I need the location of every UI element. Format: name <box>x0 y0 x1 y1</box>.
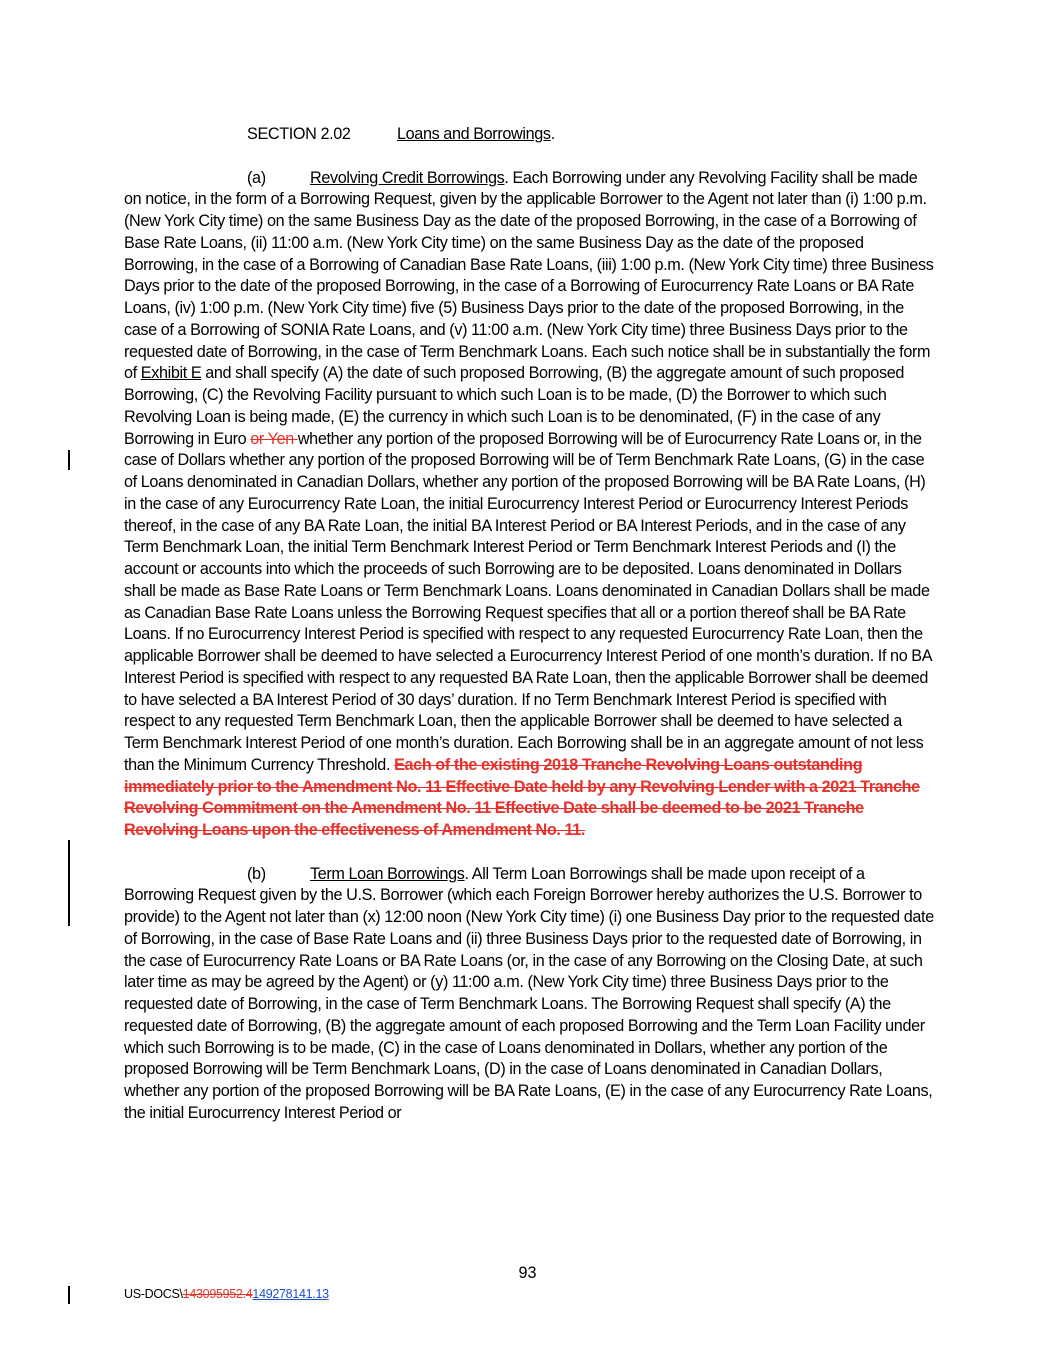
paragraph-a-text-2: and shall specify (A) the date of such proposed Borrowing, (B) the aggregate amount of such proposed Borrowing, (C) the Revolving Facility pursuant to which such Loan is to be made, (D) the Borrower to which such Revolving Loan is being made, (E) the currency in which such Loan is to be denominated, (F) in the case of any Borrowing in Euro <box>124 364 904 448</box>
deleted-text: Each of the existing 2018 Tranche Revolving Loans outstanding immediately prior to the Amendment No. 11 Effective Date held by any Revolving Lender with a 2021 Tranche Revolving Commitment on the Amendment No. 11 Effective Date shall be deemed to be 2021 Tranche Revolving Loans upon the effectiveness of Amendment No. 11. <box>124 755 920 839</box>
paragraph-b-label: (b) <box>247 864 266 883</box>
section-number: SECTION 2.02 <box>247 125 351 143</box>
exhibit-reference: Exhibit E <box>140 364 202 383</box>
document-id <box>124 1287 329 1301</box>
section-title-suffix: . <box>550 125 555 143</box>
paragraph-b <box>124 864 936 1125</box>
paragraph-a-label: (a) <box>247 168 266 187</box>
paragraph-a-heading: Revolving Credit Borrowings <box>310 168 505 187</box>
paragraph-a-text-1: . Each Borrowing under any Revolving Facility shall be made on notice, in the form of a Borrowing Request, given by the applicable Borrower to the Agent not later than (i) 1:00 p.m. (New York City time) on the same Business Day as the date of the proposed Borrowing, in the case of a Borrowing of Base Rate Loans, (ii) 11:00 a.m. (New York City time) on the same Business Day as the date of the proposed Borrowing, in the case of a Borrowing of Canadian Base Rate Loans, (iii) 1:00 p.m. (New York City time) three Business Days prior to the date of the proposed Borrowing, in the case of a Borrowing of Eurocurrency Rate Loans or BA Rate Loans, (iv) 1:00 p.m. (New York City time) five (5) Business Days prior to the date of the proposed Borrowing, in the case of a Borrowing of SONIA Rate Loans, and (v) 11:00 a.m. (New York City time) three Business Days prior to the requested date of Borrowing, in the case of Term Benchmark Loans. Each such notice shall be in substantially the form of <box>124 168 934 383</box>
paragraph-b-text-1: . All Term Loan Borrowings shall be made upon receipt of a Borrowing Request given by the U.S. Borrower (which each Foreign Borrower hereby authorizes the U.S. Borrower to provide) to the Agent not later than (x) 12:00 noon (New York City time) (i) one Business Day prior to the requested date of Borrowing, in the case of Base Rate Loans and (ii) three Business Days prior to the requested date of Borrowing, in the case of Eurocurrency Rate Loans or BA Rate Loans (or, in the case of any Borrowing on the Closing Date, at such later time as may be agreed by the Agent) or (y) 11:00 a.m. (New York City time) three Business Days prior to the requested date of Borrowing, in the case of Term Benchmark Loans. The Borrowing Request shall specify (A) the requested date of Borrowing, (B) the aggregate amount of each proposed Borrowing and the Term Loan Facility under which such Borrowing is to be made, (C) in the case of Loans denominated in Dollars, whether any portion of the proposed Borrowing will be Term Benchmark Loans, (D) in the case of Loans denominated in Canadian Dollars, whether any portion of the proposed Borrowing will be BA Rate Loans, (E) in the case of any Eurocurrency Rate Loans, the initial Eurocurrency Interest Period or <box>124 864 934 1122</box>
doc-id-old: 143095952.4 <box>182 1287 253 1301</box>
page-number: 93 <box>518 1264 537 1282</box>
paragraph-a <box>124 168 936 842</box>
section-heading <box>124 124 936 146</box>
doc-id-prefix: US-DOCS\ <box>124 1287 183 1301</box>
deleted-text: or Yen <box>250 429 298 448</box>
change-bar <box>68 450 70 470</box>
change-bar <box>68 840 70 926</box>
change-bar <box>68 1286 70 1304</box>
doc-id-new: 149278141.13 <box>252 1287 329 1301</box>
paragraph-b-heading: Term Loan Borrowings <box>310 864 465 883</box>
section-title: Loans and Borrowings <box>397 125 551 143</box>
document-body <box>124 124 936 1125</box>
paragraph-a-text-3: whether any portion of the proposed Borrowing will be of Eurocurrency Rate Loans or, in the case of Dollars whether any portion of the proposed Borrowing will be of Term Benchmark Rate Loans, (G) in the case of Loans denominated in Canadian Dollars, whether any portion of the proposed Borrowing will be BA Rate Loans, (H) in the case of any Eurocurrency Rate Loan, the initial Eurocurrency Interest Period or Eurocurrency Interest Periods thereof, in the case of any BA Rate Loan, the initial BA Interest Period or BA Interest Periods, and in the case of any Term Benchmark Loan, the initial Term Benchmark Interest Period or Term Benchmark Interest Periods and (I) the account or accounts into which the proceeds of such Borrowing are to be deposited. Loans denominated in Dollars shall be made as Base Rate Loans or Term Benchmark Loans. Loans denominated in Canadian Dollars shall be made as Canadian Base Rate Loans unless the Borrowing Request specifies that all or a portion thereof shall be BA Rate Loans. If no Eurocurrency Interest Period is specified with respect to any requested Eurocurrency Rate Loan, then the applicable Borrower shall be deemed to have selected a Eurocurrency Interest Period of one month’s duration. If no BA Interest Period is specified with respect to any requested BA Rate Loan, then the applicable Borrower shall be deemed to have selected a BA Interest Period of 30 days’ duration. If no Term Benchmark Interest Period is specified with respect to any requested Term Benchmark Loan, then the applicable Borrower shall be deemed to have selected a Term Benchmark Interest Period of one month’s duration. Each Borrowing shall be in an aggregate amount of not less than the Minimum Currency Threshold. <box>124 429 932 774</box>
